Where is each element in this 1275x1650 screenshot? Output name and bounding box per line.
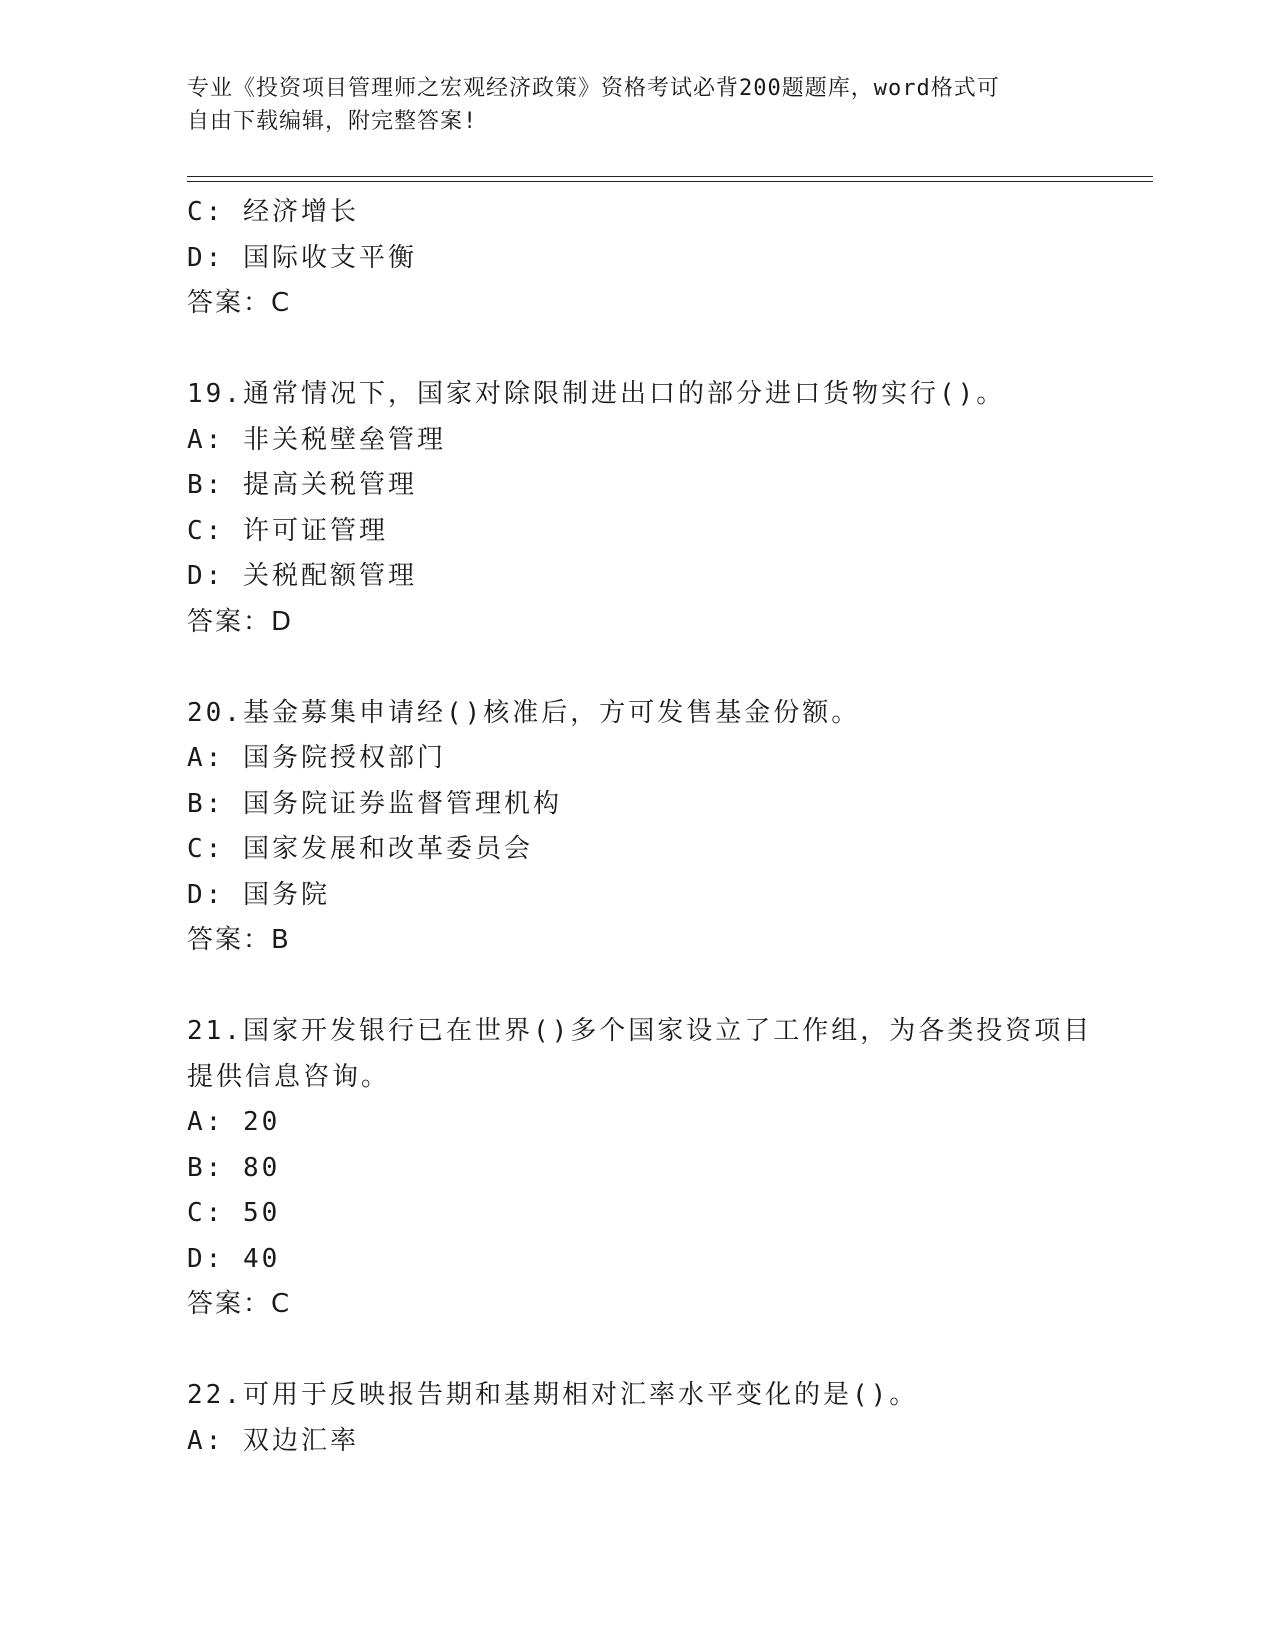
option-d: D: 国际收支平衡 bbox=[187, 242, 417, 273]
option-b: B: 国务院证券监督管理机构 bbox=[187, 788, 562, 819]
answer-line: 答案：C bbox=[187, 288, 292, 318]
question-block-19 bbox=[187, 372, 1087, 645]
spacer bbox=[187, 645, 1087, 691]
question-text-continued: 提供信息咨询。 bbox=[187, 1061, 391, 1092]
answer-line: 答案：B bbox=[187, 925, 291, 955]
question-text: 19.通常情况下，国家对除限制进出口的部分进口货物实行()。 bbox=[187, 379, 1006, 409]
option-c: C: 国家发展和改革委员会 bbox=[187, 834, 533, 864]
question-block-22 bbox=[187, 1373, 1087, 1464]
spacer bbox=[187, 1328, 1087, 1374]
spacer bbox=[187, 964, 1087, 1010]
option-c: C: 经济增长 bbox=[187, 197, 359, 227]
answer-line: 答案：C bbox=[187, 1289, 292, 1319]
header-line-2: 自由下载编辑，附完整答案! bbox=[187, 109, 478, 134]
spacer bbox=[187, 327, 1087, 373]
option-c: C: 许可证管理 bbox=[187, 515, 388, 546]
header-rule-top bbox=[187, 176, 1153, 177]
question-block-20 bbox=[187, 691, 1087, 964]
option-c: C: 50 bbox=[187, 1198, 281, 1228]
question-block-21 bbox=[187, 1009, 1093, 1328]
question-text: 21.国家开发银行已在世界()多个国家设立了工作组，为各类投资项目 bbox=[187, 1016, 1093, 1046]
document-header bbox=[187, 72, 1087, 138]
question-block-18 bbox=[187, 190, 1087, 327]
option-a: A: 国务院授权部门 bbox=[187, 743, 446, 773]
option-a: A: 20 bbox=[187, 1107, 281, 1137]
option-a: A: 非关税壁垒管理 bbox=[187, 424, 446, 455]
option-d: D: 关税配额管理 bbox=[187, 561, 417, 591]
option-d: D: 40 bbox=[187, 1243, 281, 1274]
option-d: D: 国务院 bbox=[187, 879, 330, 910]
option-b: B: 80 bbox=[187, 1152, 281, 1183]
question-text: 22.可用于反映报告期和基期相对汇率水平变化的是()。 bbox=[187, 1380, 919, 1410]
option-b: B: 提高关税管理 bbox=[187, 470, 417, 500]
question-text: 20.基金募集申请经()核准后，方可发售基金份额。 bbox=[187, 697, 861, 728]
header-line-1: 专业《投资项目管理师之宏观经济政策》资格考试必背200题题库，word格式可 bbox=[187, 76, 1000, 101]
header-rule-bottom bbox=[187, 181, 1153, 182]
answer-line: 答案：D bbox=[187, 606, 294, 637]
question-list bbox=[187, 190, 1093, 1464]
option-a: A: 双边汇率 bbox=[187, 1425, 359, 1456]
